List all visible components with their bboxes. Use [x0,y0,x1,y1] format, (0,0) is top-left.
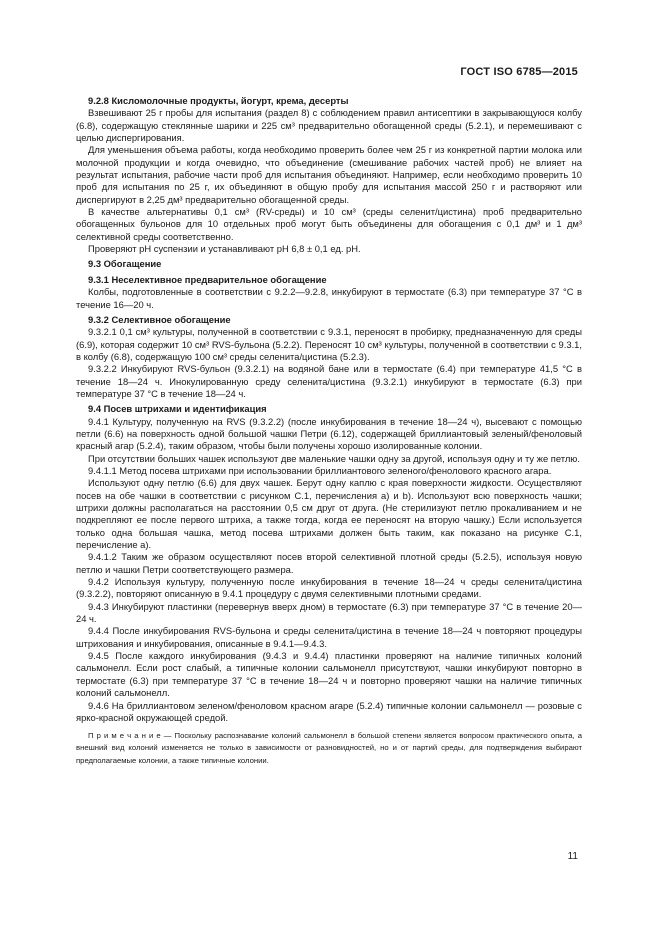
paragraph: Используют одну петлю (6.6) для двух чашек. Берут одну каплю с края поверхности жидкости. Осуществляют посев на обе чашки в соответствии с рисунком С.1, перечисления а) и b). Используют всю поверхность чашки; штрихи должны располагаться на расстоянии 0,5 см друг от друга. (Не стерилизуют петлю прокаливанием и не подкрепляют ее после первого штриха, а также тогда, когда ее переносят на вторую чашку.) Если используется только одна большая чашка, метод посева штрихами должен быть таким, как показано на рисунке С.1, перечисление а). [76,477,582,551]
heading-9-3-2: 9.3.2 Селективное обогащение [88,313,231,325]
heading-9-3: 9.3 Обогащение [88,258,162,270]
heading-9-2-8: 9.2.8 Кисломолочные продукты, йогурт, крема, десерты [88,95,349,106]
paragraph: 9.4.1.2 Таким же образом осуществляют посев второй селективной плотной среды (5.2.5), используя новую петлю и чашки Петри соответствующего размера. [76,551,582,575]
paragraph: 9.4.3 Инкубируют пластинки (перевернув вверх дном) в термостате (6.3) при температуре 37 °С в течение 20—24 ч. [76,600,582,625]
paragraph: 9.4.1.1 Метод посева штрихами при использовании бриллиантового зеленого/фенолового красного агара. [88,464,552,476]
paragraph: При отсутствии больших чашек используют две маленькие чашки одну за другой, используя одну и ту же петлю. [88,452,580,464]
heading-9-3-1: 9.3.1 Неселективное предварительное обогащение [88,273,327,285]
page-number: 11 [567,851,578,862]
paragraph: Для уменьшения объема работы, когда необходимо проверить более чем 25 г из конкретной партии молока или молочной продукции и когда очевидно, что объединение (смешивание рабочих частей проб) не влияет на результат испытания, рабочие части проб для испытания объединяют. Например, если необходимо проверить 10 проб для испытания по 25 г, их объединяют в общую пробу для испытания массой 250 г и растворяют или диспергируют в 2,25 дм³ предварительно обогащенной среды. [76,144,582,205]
paragraph: В качестве альтернативы 0,1 см³ (RV-среды) и 10 см³ (среды селенит/цистина) проб предварительно обогащенных бульонов для 10 отдельных проб могут быть объединены для обогащения с 0,1 дм³ и 1 дм³ селективной среды соответственно. [76,206,582,242]
paragraph: 9.4.4 После инкубирования RVS-бульона и среды селенита/цистина в течение 18—24 ч повторяют процедуры штрихования и инкубирования, описанные в 9.4.1—9.4.3. [76,625,582,649]
note: П р и м е ч а н и е — Поскольку распознавание колоний сальмонелл в большой степени является вопросом практического опыта, а внешний вид колоний изменяется не только в зависимости от разновидностей, но и от партий среды, для подтверждения выбирают предполагаемые колонии, а также типичные колонии. [76,731,582,765]
paragraph: Проверяют рН суспензии и устанавливают рН 6,8 ± 0,1 ед. рН. [88,243,361,255]
paragraph: 9.4.5 После каждого инкубирования (9.4.3 и 9.4.4) пластинки проверяют на наличие типичных колоний сальмонелл. Если рост слабый, а типичные колонии сальмонелл присутствуют, чашки инкубируют повторно в термостате (6.3) при температуре 37 °С в течение 18—24 ч и повторно проверяют чашки на наличие типичных колоний сальмонелл. [76,650,582,699]
paragraph: Взвешивают 25 г пробы для испытания (раздел 8) с соблюдением правил антисептики в закрывающуюся колбу (6.8), содержащую стеклянные шарики и 225 см³ предварительно обогащенной среды (5.2.1), и перемешивают с целью диспергирования. [76,107,582,144]
paragraph: 9.4.1 Культуру, полученную на RVS (9.3.2.2) (после инкубирования в течение 18—24 ч), высевают с помощью петли (6.6) на поверхность одной большой чашки Петри (6.12), содержащей бриллиантовый зеленый/феноловый красный агар (5.2.4), таким образом, чтобы были получены хорошо изолированные колонии. [76,415,582,452]
paragraph: Колбы, подготовленные в соответствии с 9.2.2—9.2.8, инкубируют в термостате (6.3) при температуре 37 °С в течение 16—20 ч. [76,286,582,310]
paragraph: 9.4.6 На бриллиантовом зеленом/феноловом красном агаре (5.2.4) типичные колонии сальмонелл — розовые с ярко-красной окружающей средой. [76,699,582,723]
paragraph: 9.3.2.1 0,1 см³ культуры, полученной в соответствии с 9.3.1, переносят в пробирку, предназначенную для среды (6.9), которая содержит 10 см³ RVS-бульона (5.2.2). Переносят 10 см³ культуры, полученной в соответствии с 9.3.1, в колбу (6.8), содержащую 100 см³ среды селенита/цистина (5.2.3). [76,326,582,362]
paragraph: 9.4.2 Используя культуру, полученную после инкубирования в течение 18—24 ч среды селенита/цистина (9.3.2.2), повторяют описанную в 9.4.1 процедуру с двумя селективными плотными средами. [76,576,582,600]
paragraph: 9.3.2.2 Инкубируют RVS-бульон (9.3.2.1) на водяной бане или в термостате (6.4) при температуре 41,5 °С в течение 18—24 ч. Инокулированную среду селенита/цистина (9.3.2.1) инкубируют в термостате (6.3) при температуре 37 °С в течение 18—24 ч. [76,363,582,399]
document-body [76,95,582,767]
standard-designation: ГОСТ ISO 6785—2015 [460,66,578,78]
heading-9-4: 9.4 Посев штрихами и идентификация [88,403,267,415]
